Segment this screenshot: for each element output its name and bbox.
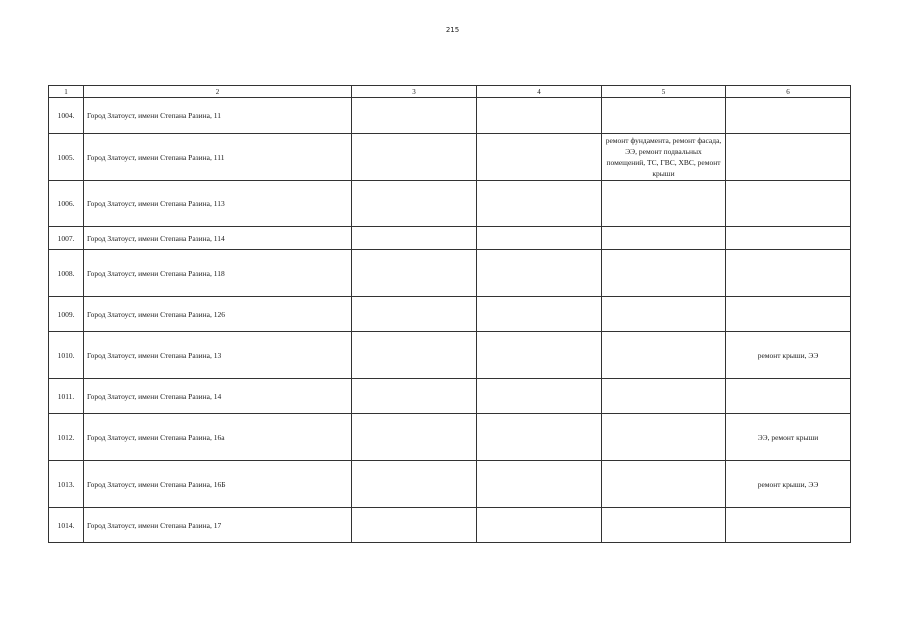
cell-col4 <box>477 297 602 332</box>
row-address: Город Златоуст, имени Степана Разина, 118 <box>84 250 352 297</box>
cell-col5 <box>602 98 726 134</box>
row-address: Город Златоуст, имени Степана Разина, 13 <box>84 332 352 379</box>
cell-col6 <box>726 250 851 297</box>
table-row <box>49 297 851 332</box>
column-header: 1 <box>49 86 84 98</box>
row-address: Город Златоуст, имени Степана Разина, 14 <box>84 379 352 414</box>
cell-col5: ремонт фундамента, ремонт фасада, ЭЭ, ремонт подвальных помещений, ТС, ГВС, ХВС, ремонт крыши <box>602 134 726 181</box>
row-number: 1011. <box>49 379 84 414</box>
cell-col6 <box>726 508 851 543</box>
row-address: Город Златоуст, имени Степана Разина, 111 <box>84 134 352 181</box>
cell-col4 <box>477 461 602 508</box>
column-header: 4 <box>477 86 602 98</box>
cell-col6: ЭЭ, ремонт крыши <box>726 414 851 461</box>
cell-col3 <box>352 98 477 134</box>
cell-col6: ремонт крыши, ЭЭ <box>726 461 851 508</box>
cell-col3 <box>352 414 477 461</box>
cell-col6 <box>726 98 851 134</box>
row-number: 1014. <box>49 508 84 543</box>
cell-col4 <box>477 98 602 134</box>
row-number: 1008. <box>49 250 84 297</box>
cell-col4 <box>477 134 602 181</box>
table-row <box>49 134 851 181</box>
cell-col3 <box>352 134 477 181</box>
row-number: 1007. <box>49 227 84 250</box>
column-header: 5 <box>602 86 726 98</box>
header-row <box>49 86 851 98</box>
table-row <box>49 461 851 508</box>
cell-col4 <box>477 332 602 379</box>
cell-col4 <box>477 379 602 414</box>
cell-col5 <box>602 181 726 227</box>
table-row <box>49 250 851 297</box>
cell-col5 <box>602 227 726 250</box>
table-row <box>49 98 851 134</box>
row-number: 1004. <box>49 98 84 134</box>
cell-col4 <box>477 414 602 461</box>
cell-col3 <box>352 461 477 508</box>
cell-col3 <box>352 379 477 414</box>
cell-col5 <box>602 379 726 414</box>
cell-col5 <box>602 332 726 379</box>
row-address: Город Златоуст, имени Степана Разина, 16а <box>84 414 352 461</box>
row-number: 1010. <box>49 332 84 379</box>
table-row <box>49 508 851 543</box>
table-row <box>49 379 851 414</box>
cell-col4 <box>477 250 602 297</box>
row-address: Город Златоуст, имени Степана Разина, 17 <box>84 508 352 543</box>
cell-col4 <box>477 508 602 543</box>
row-address: Город Златоуст, имени Степана Разина, 16Б <box>84 461 352 508</box>
column-header: 6 <box>726 86 851 98</box>
row-number: 1009. <box>49 297 84 332</box>
cell-col5 <box>602 250 726 297</box>
cell-col6 <box>726 297 851 332</box>
row-number: 1005. <box>49 134 84 181</box>
cell-col5 <box>602 414 726 461</box>
table-row <box>49 414 851 461</box>
column-header: 2 <box>84 86 352 98</box>
cell-col6 <box>726 227 851 250</box>
cell-col5 <box>602 297 726 332</box>
cell-col3 <box>352 181 477 227</box>
cell-col3 <box>352 508 477 543</box>
cell-col4 <box>477 181 602 227</box>
cell-col4 <box>477 227 602 250</box>
cell-col3 <box>352 250 477 297</box>
row-address: Город Златоуст, имени Степана Разина, 126 <box>84 297 352 332</box>
cell-col5 <box>602 508 726 543</box>
cell-col6: ремонт крыши, ЭЭ <box>726 332 851 379</box>
cell-col6 <box>726 379 851 414</box>
cell-col5 <box>602 461 726 508</box>
table-row <box>49 332 851 379</box>
cell-col6 <box>726 134 851 181</box>
row-address: Город Златоуст, имени Степана Разина, 114 <box>84 227 352 250</box>
page-number: 215 <box>445 26 460 34</box>
register-table <box>48 85 851 543</box>
row-number: 1012. <box>49 414 84 461</box>
row-number: 1013. <box>49 461 84 508</box>
row-address: Город Златоуст, имени Степана Разина, 11 <box>84 98 352 134</box>
column-header: 3 <box>352 86 477 98</box>
cell-col3 <box>352 227 477 250</box>
cell-col3 <box>352 297 477 332</box>
table-row <box>49 227 851 250</box>
table-row <box>49 181 851 227</box>
cell-col6 <box>726 181 851 227</box>
row-address: Город Златоуст, имени Степана Разина, 113 <box>84 181 352 227</box>
row-number: 1006. <box>49 181 84 227</box>
cell-col3 <box>352 332 477 379</box>
